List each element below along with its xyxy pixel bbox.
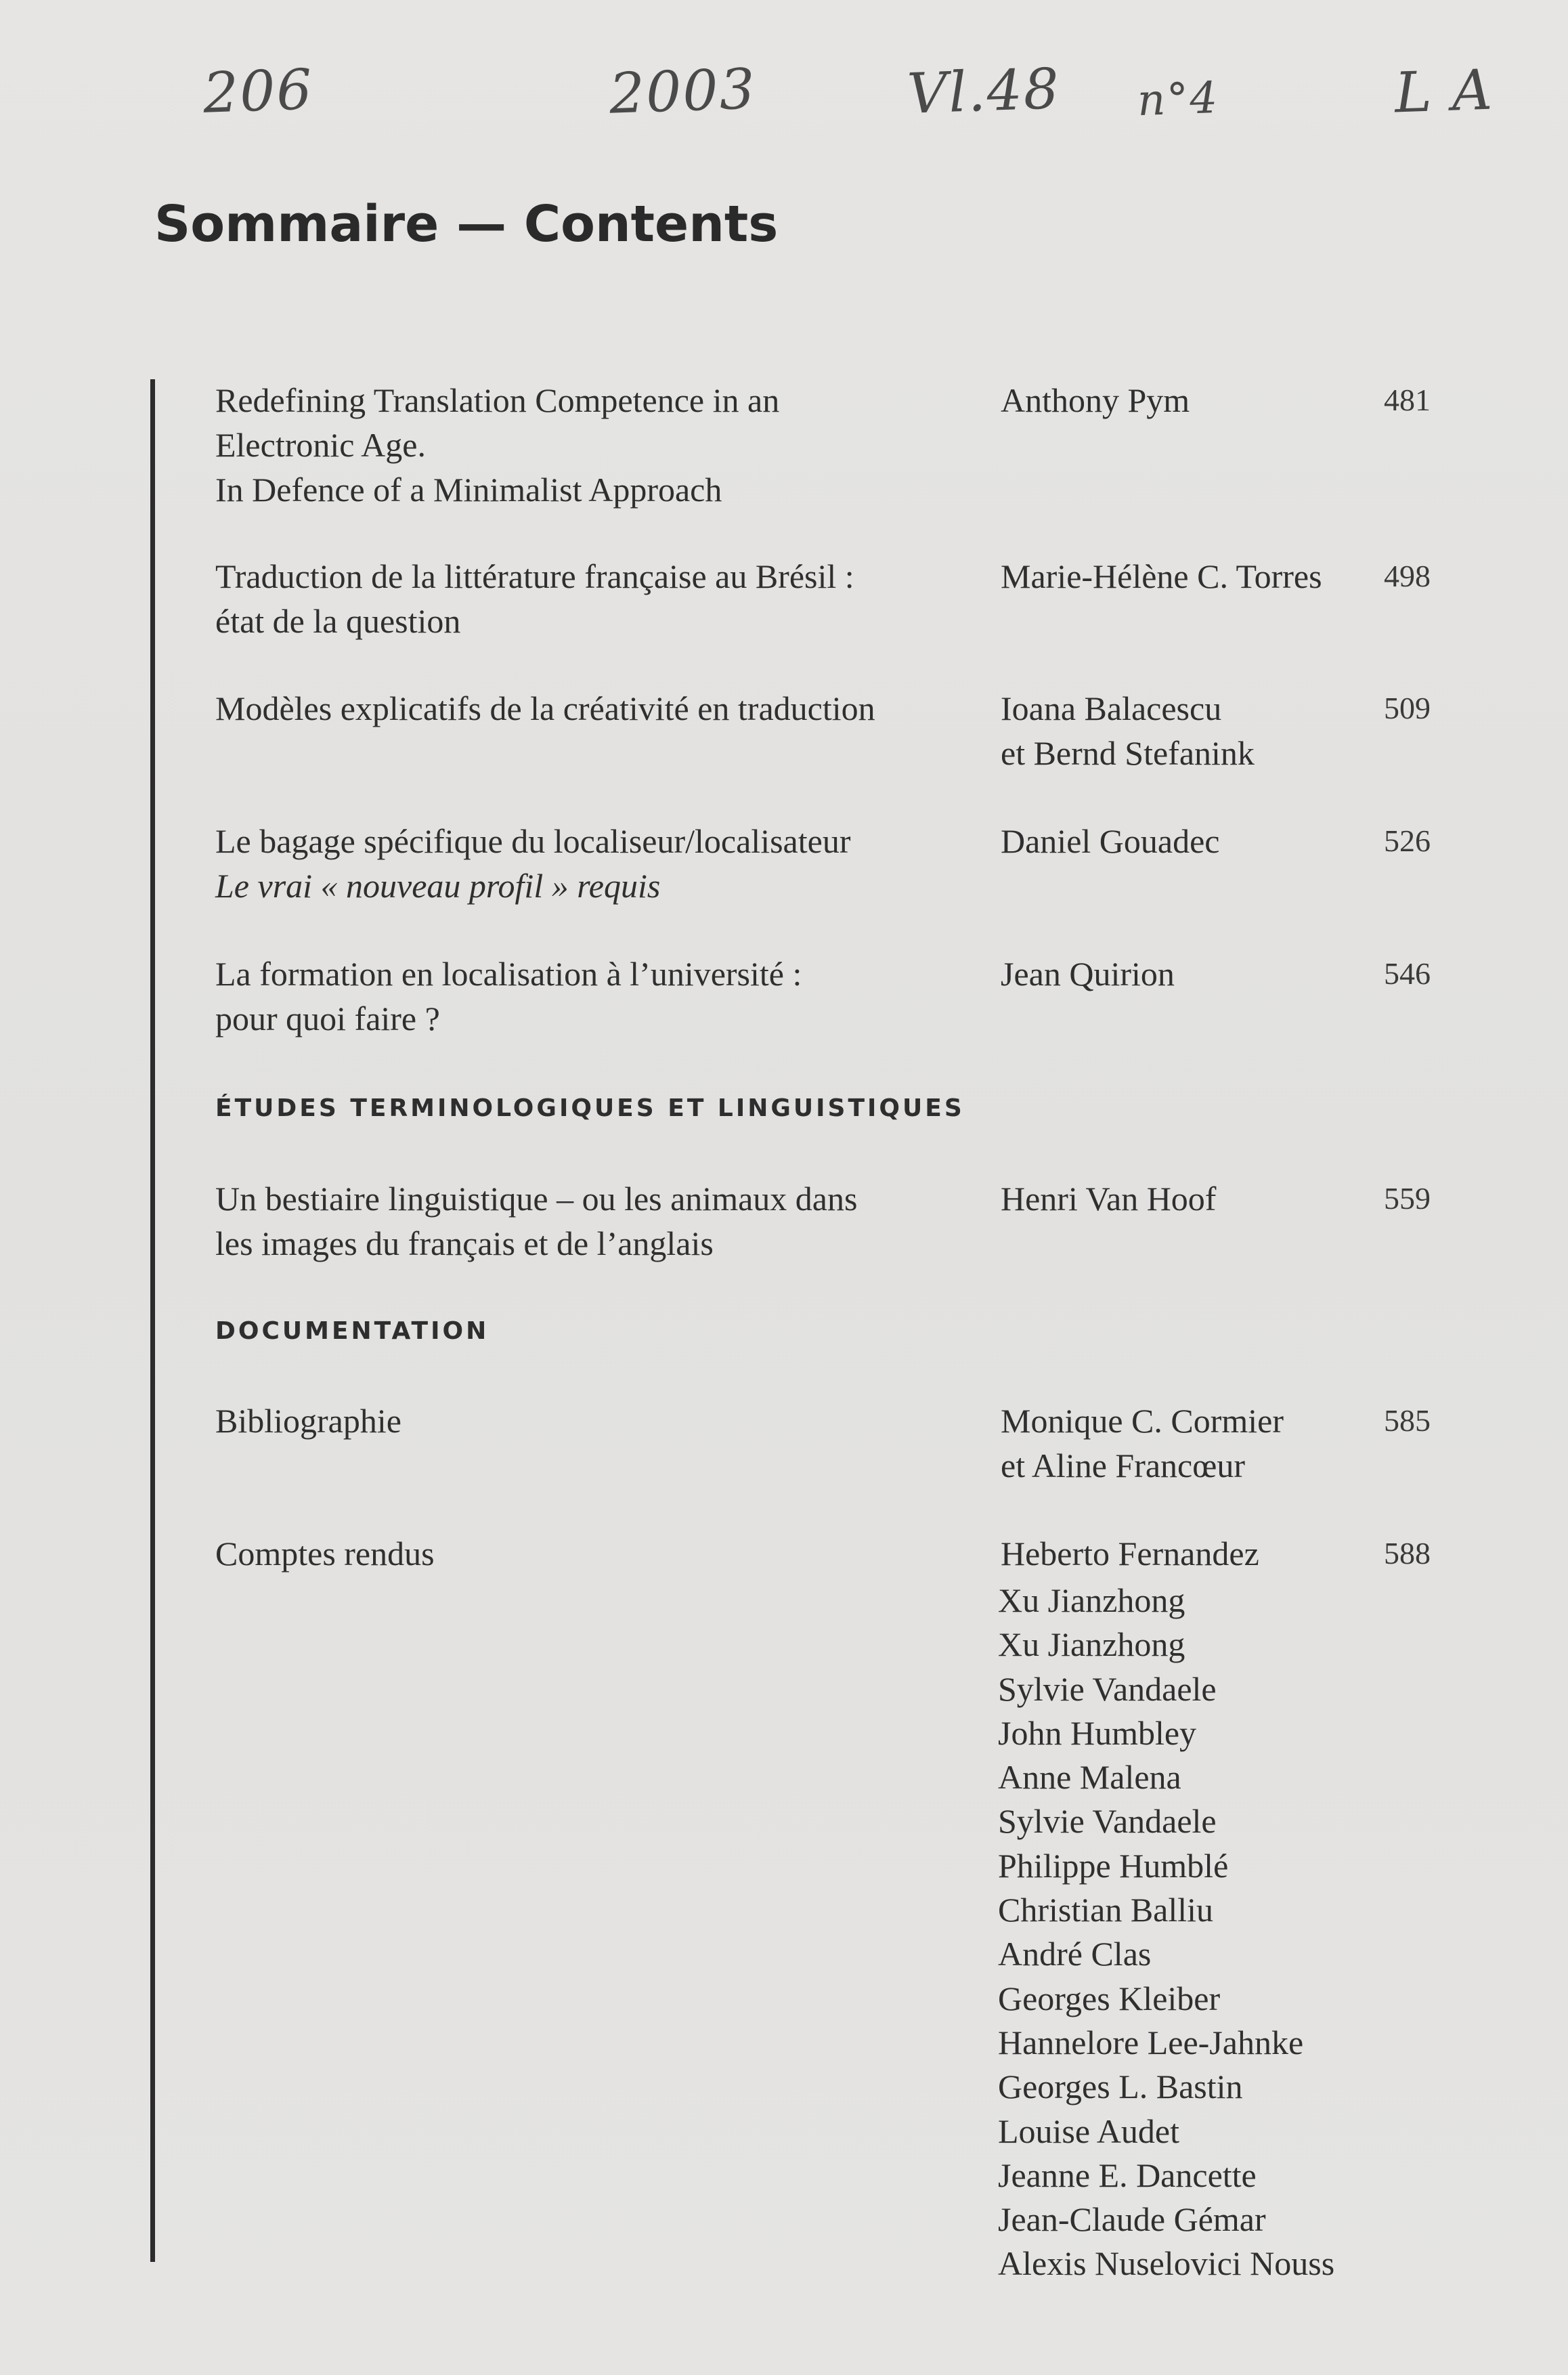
reviewer-name: André Clas [998, 1935, 1152, 1973]
entry-page-number: 559 [1384, 1181, 1431, 1216]
entry-author-line: Jean Quirion [1001, 955, 1175, 993]
entry-title-line: Un bestiaire linguistique – ou les animaux dans [215, 1180, 858, 1218]
reviewer-name: Xu Jianzhong [998, 1581, 1185, 1619]
entry-author [1001, 1531, 1380, 1576]
entry-author-line: et Bernd Stefanink [1001, 734, 1255, 772]
entry-author-line: Anthony Pym [1001, 381, 1190, 419]
entry-title-line: pour quoi faire ? [215, 1000, 440, 1037]
entry-page-number: 585 [1384, 1403, 1431, 1438]
reviewer-name: John Humbley [998, 1713, 1197, 1752]
entry-author-line: Heberto Fernandez [1001, 1535, 1259, 1572]
entry-title [215, 1398, 974, 1443]
entry-title-line: état de la question [215, 602, 461, 640]
handwritten-note: 206 [202, 58, 315, 126]
entry-author-line: et Aline Francœur [1001, 1447, 1246, 1484]
reviewer-name: Hannelore Lee-Jahnke [998, 2023, 1304, 2061]
entry-title [215, 686, 974, 731]
entry-author-line: Henri Van Hoof [1001, 1180, 1217, 1218]
entry-author-line: Monique C. Cormier [1001, 1402, 1284, 1440]
entry-page-number: 546 [1384, 956, 1431, 991]
reviewer-name: Anne Malena [998, 1758, 1181, 1797]
handwritten-note: 2003 [608, 57, 758, 127]
entry-title-line: Comptes rendus [215, 1535, 435, 1572]
entry-title-line: Bibliographie [215, 1402, 401, 1440]
entry-title [215, 1176, 974, 1266]
reviewer-name: Jeanne E. Dancette [998, 2156, 1257, 2194]
reviewer-name: Christian Balliu [998, 1891, 1214, 1929]
handwritten-note: Vl.48 [906, 57, 1062, 127]
reviewer-name: Georges Kleiber [998, 1979, 1221, 2017]
entry-title-line: La formation en localisation à l’université : [215, 955, 802, 993]
entry-author [1001, 819, 1380, 863]
section-heading-terminology: ÉTUDES TERMINOLOGIQUES ET LINGUISTIQUES [215, 1094, 965, 1122]
reviewer-name: Sylvie Vandaele [998, 1669, 1217, 1708]
entry-title-line: Traduction de la littérature française au Brésil : [215, 557, 854, 595]
entry-author [1001, 1176, 1380, 1221]
entry-author [1001, 378, 1380, 423]
entry-author-line: Daniel Gouadec [1001, 822, 1220, 860]
entry-title [215, 819, 974, 908]
section-heading-documentation: DOCUMENTATION [215, 1317, 489, 1345]
entry-author [1001, 951, 1380, 996]
handwritten-note: L A [1393, 58, 1495, 126]
entry-author-line: Ioana Balacescu [1001, 689, 1222, 727]
entry-page-number: 481 [1384, 383, 1431, 417]
reviewer-name: Xu Jianzhong [998, 1625, 1185, 1664]
entry-subtitle: Le vrai « nouveau profil » requis [215, 867, 661, 905]
entry-author [1001, 1398, 1380, 1488]
reviewer-name: Georges L. Bastin [998, 2068, 1243, 2106]
entry-title [215, 951, 974, 1041]
entry-title-line: Electronic Age. [215, 426, 426, 464]
entry-title-line: In Defence of a Minimalist Approach [215, 471, 722, 509]
entry-title [215, 554, 974, 643]
entry-page-number: 509 [1384, 691, 1431, 725]
entry-author-line: Marie-Hélène C. Torres [1001, 557, 1322, 595]
entry-author [1001, 686, 1380, 775]
entry-title [215, 378, 974, 512]
entry-title-line: Le bagage spécifique du localiseur/localisateur [215, 822, 851, 860]
entry-title-line: Modèles explicatifs de la créativité en traduction [215, 689, 875, 727]
entry-page-number: 588 [1384, 1536, 1431, 1570]
entry-page-number: 526 [1384, 823, 1431, 858]
entry-title [215, 1531, 974, 1576]
reviewer-name: Sylvie Vandaele [998, 1802, 1217, 1841]
entry-author [1001, 554, 1380, 599]
left-rule [150, 379, 155, 2262]
entry-title-line: Redefining Translation Competence in an [215, 381, 780, 419]
reviewer-list [998, 1579, 1334, 2286]
reviewer-name: Louise Audet [998, 2112, 1180, 2150]
reviewer-name: Philippe Humblé [998, 1846, 1229, 1885]
entry-page-number: 498 [1384, 559, 1431, 593]
handwritten-note: n°4 [1136, 72, 1220, 127]
entry-title-line: les images du français et de l’anglais [215, 1224, 714, 1262]
page-title: Sommaire — Contents [154, 195, 779, 253]
reviewer-name: Alexis Nuselovici Nouss [998, 2244, 1335, 2283]
reviewer-name: Jean-Claude Gémar [998, 2200, 1266, 2239]
